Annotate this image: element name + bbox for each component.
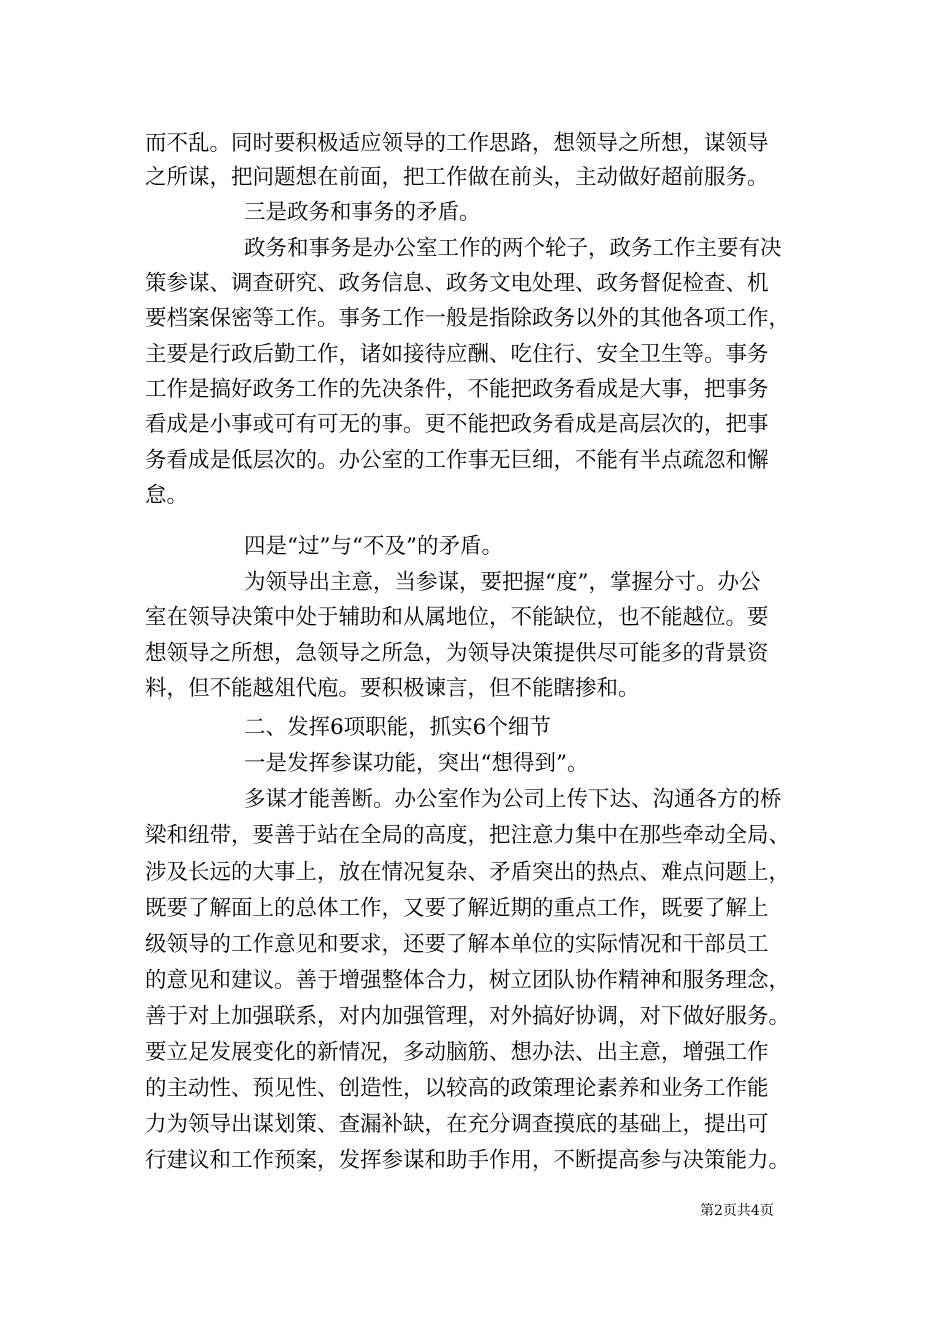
text-line: 行建议和工作预案，发挥参谋和助手作用，不断提高参与决策能力。: [145, 1148, 791, 1173]
text-line: 策参谋、调查研究、政务信息、政务文电处理、政务督促检查、机: [145, 271, 769, 296]
text-line: 主要是行政后勤工作，诸如接待应酬、吃住行、安全卫生等。事务: [145, 342, 769, 367]
text-line: 之所谋，把问题想在前面，把工作做在前头，主动做好超前服务。: [145, 165, 769, 190]
paragraph-first-line: 为领导出主意，当参谋，要把握“度”，掌握分寸。办公: [244, 570, 761, 595]
text-line: 要档案保密等工作。事务工作一般是指除政务以外的其他各项工作，: [145, 306, 791, 331]
paragraph-first-line: 政务和事务是办公室工作的两个轮子，政务工作主要有决: [244, 236, 782, 261]
section-heading: 二、发挥6项职能，抓实6个细节: [244, 715, 551, 740]
text-line: 工作是搞好政务工作的先决条件，不能把政务看成是大事，把事务: [145, 377, 769, 402]
text-line: 级领导的工作意见和要求，还要了解本单位的实际情况和干部员工: [145, 932, 769, 957]
section-heading: 三是政务和事务的矛盾。: [244, 200, 481, 225]
text-line: 务看成是低层次的。办公室的工作事无巨细，不能有半点疏忽和懈: [145, 448, 769, 473]
text-line: 看成是小事或可有可无的事。更不能把政务看成是高层次的，把事: [145, 412, 769, 437]
text-line: 既要了解面上的总体工作，又要了解近期的重点工作，既要了解上: [145, 896, 769, 921]
paragraph-first-line: 多谋才能善断。办公室作为公司上传下达、沟通各方的桥: [244, 787, 782, 812]
page-number-footer: 第2页共4页: [700, 1203, 774, 1219]
text-line: 力为领导出谋划策、查漏补缺，在充分调查摸底的基础上，提出可: [145, 1112, 769, 1137]
text-line: 而不乱。同时要积极适应领导的工作思路，想领导之所想，谋领导: [145, 131, 769, 156]
text-line: 涉及长远的大事上，放在情况复杂、矛盾突出的热点、难点问题上，: [145, 860, 791, 885]
text-line: 善于对上加强联系，对内加强管理，对外搞好协调，对下做好服务。: [145, 1004, 791, 1029]
text-line: 要立足发展变化的新情况，多动脑筋、想办法、出主意，增强工作: [145, 1040, 769, 1065]
text-line: 梁和纽带，要善于站在全局的高度，把注意力集中在那些牵动全局、: [145, 823, 791, 848]
text-line: 的主动性、预见性、创造性，以较高的政策理论素养和业务工作能: [145, 1076, 769, 1101]
text-line: 的意见和建议。善于增强整体合力，树立团队协作精神和服务理念，: [145, 968, 791, 993]
subsection-heading: 一是发挥参谋功能，突出“想得到”。: [244, 751, 589, 776]
text-line: 怠。: [145, 483, 189, 508]
text-line: 料，但不能越俎代庖。要积极谏言，但不能瞎掺和。: [145, 676, 640, 701]
section-heading: 四是“过”与“不及”的矛盾。: [244, 534, 503, 559]
text-line: 室在领导决策中处于辅助和从属地位，不能缺位，也不能越位。要: [145, 605, 769, 630]
text-line: 想领导之所想，急领导之所急，为领导决策提供尽可能多的背景资: [145, 641, 769, 666]
